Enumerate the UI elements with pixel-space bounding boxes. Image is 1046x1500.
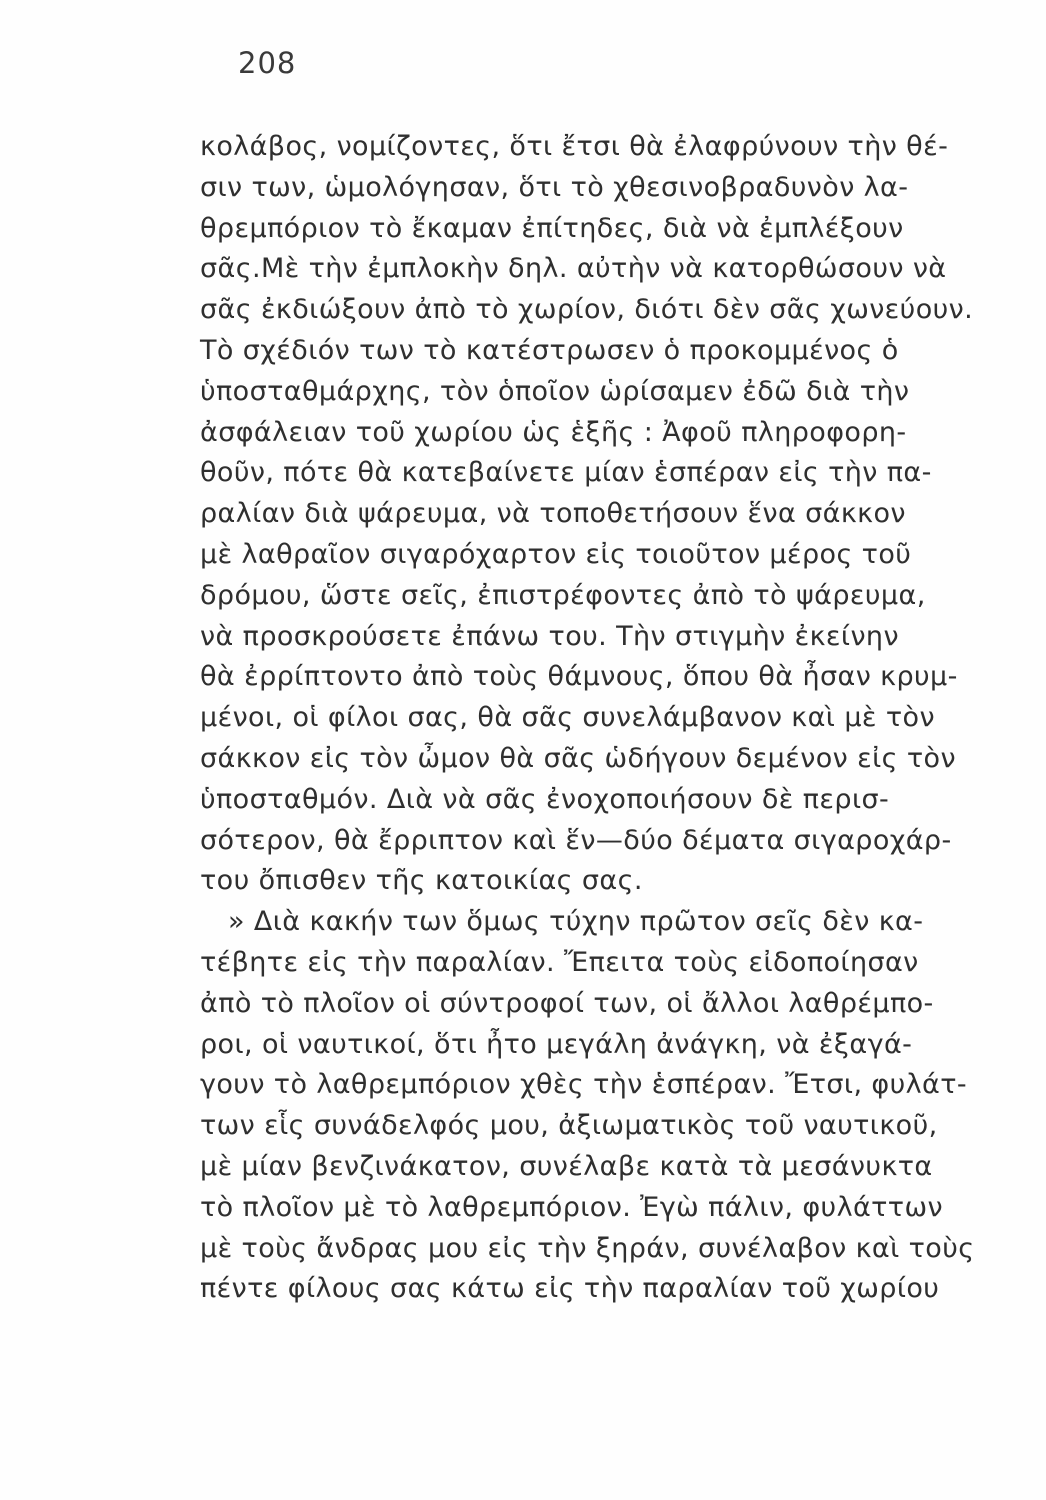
text-line: ροι, οἱ ναυτικοί, ὅτι ἦτο μεγάλη ἀνάγκη, νὰ ἐξαγά- <box>200 1028 913 1060</box>
text-line: σότερον, θὰ ἔρριπτον καὶ ἕν—δύο δέματα σιγαροχάρ- <box>200 824 952 856</box>
text-line: γουν τὸ λαθρεμπόριον χθὲς τὴν ἑσπέραν. Ἔτσι, φυλάτ- <box>200 1069 968 1101</box>
text-line: θρεμπόριον τὸ ἔκαμαν ἐπίτηδες, διὰ νὰ ἐμπλέξουν <box>200 212 904 244</box>
text-line: ἀπὸ τὸ πλοῖον οἱ σύντροφοί των, οἱ ἄλλοι λαθρέμπο- <box>200 987 934 1019</box>
text-line: σᾶς.Μὲ τὴν ἐμπλοκὴν δηλ. αὐτὴν νὰ κατορθώσουν νὰ <box>200 253 947 285</box>
text-line: μὲ λαθραῖον σιγαρόχαρτον εἰς τοιοῦτον μέρος τοῦ <box>200 538 912 570</box>
text-line: μένοι, οἱ φίλοι σας, θὰ σᾶς συνελάμβανον καὶ μὲ τὸν <box>200 702 935 734</box>
text-line: ραλίαν διὰ ψάρευμα, νὰ τοποθετήσουν ἕνα σάκκον <box>200 498 906 530</box>
text-line: νὰ προσκρούσετε ἐπάνω του. Τὴν στιγμὴν ἐκείνην <box>200 620 899 652</box>
text-line: δρόμου, ὥστε σεῖς, ἐπιστρέφοντες ἀπὸ τὸ ψάρευμα, <box>200 579 926 611</box>
text-line: πέντε φίλους σας κάτω εἰς τὴν παραλίαν τοῦ χωρίου <box>200 1273 940 1305</box>
text-line: σᾶς ἐκδιώξουν ἀπὸ τὸ χωρίον, διότι δὲν σᾶς χωνεύουν. <box>200 294 974 326</box>
text-line: τέβητε εἰς τὴν παραλίαν. Ἔπειτα τοὺς εἰδοποίησαν <box>200 946 919 978</box>
text-line: σάκκον εἰς τὸν ὦμον θὰ σᾶς ὡδήγουν δεμένον εἰς τὸν <box>200 742 956 774</box>
text-line: τὸ πλοῖον μὲ τὸ λαθρεμπόριον. Ἐγὼ πάλιν, φυλάττων <box>200 1191 943 1223</box>
text-line: των εἷς συνάδελφός μου, ἀξιωματικὸς τοῦ ναυτικοῦ, <box>200 1110 938 1142</box>
page-number: 208 <box>238 46 297 80</box>
body-text <box>200 127 990 1310</box>
text-line: ἀσφάλειαν τοῦ χωρίου ὡς ἑξῆς : Ἀφοῦ πληροφορη- <box>200 416 907 448</box>
text-line: ὑποσταθμάρχης, τὸν ὁποῖον ὡρίσαμεν ἐδῶ διὰ τὴν <box>200 375 910 407</box>
text-line: Τὸ σχέδιόν των τὸ κατέστρωσεν ὁ προκομμένος ὁ <box>200 334 899 366</box>
text-line: του ὄπισθεν τῆς κατοικίας σας. <box>200 865 643 897</box>
text-line: ὑποσταθμόν. Διὰ νὰ σᾶς ἐνοχοποιήσουν δὲ περισ- <box>200 783 890 815</box>
text-line: μὲ τοὺς ἄνδρας μου εἰς τὴν ξηράν, συνέλαβον καὶ τοὺς <box>200 1232 975 1264</box>
text-line: » Διὰ κακήν των ὅμως τύχην πρῶτον σεῖς δὲν κα- <box>228 906 924 938</box>
text-line: μὲ μίαν βενζινάκατον, συνέλαβε κατὰ τὰ μεσάνυκτα <box>200 1150 933 1182</box>
text-line: θοῦν, πότε θὰ κατεβαίνετε μίαν ἑσπέραν εἰς τὴν πα- <box>200 457 932 489</box>
text-line: κολάβος, νομίζοντες, ὅτι ἔτσι θὰ ἐλαφρύνουν τὴν θέ- <box>200 131 949 162</box>
text-line: σιν των, ὡμολόγησαν, ὅτι τὸ χθεσινοβραδυνὸν λα- <box>200 171 909 203</box>
text-line: θὰ ἐρρίπτοντο ἀπὸ τοὺς θάμνους, ὅπου θὰ ἦσαν κρυμ- <box>200 661 958 693</box>
